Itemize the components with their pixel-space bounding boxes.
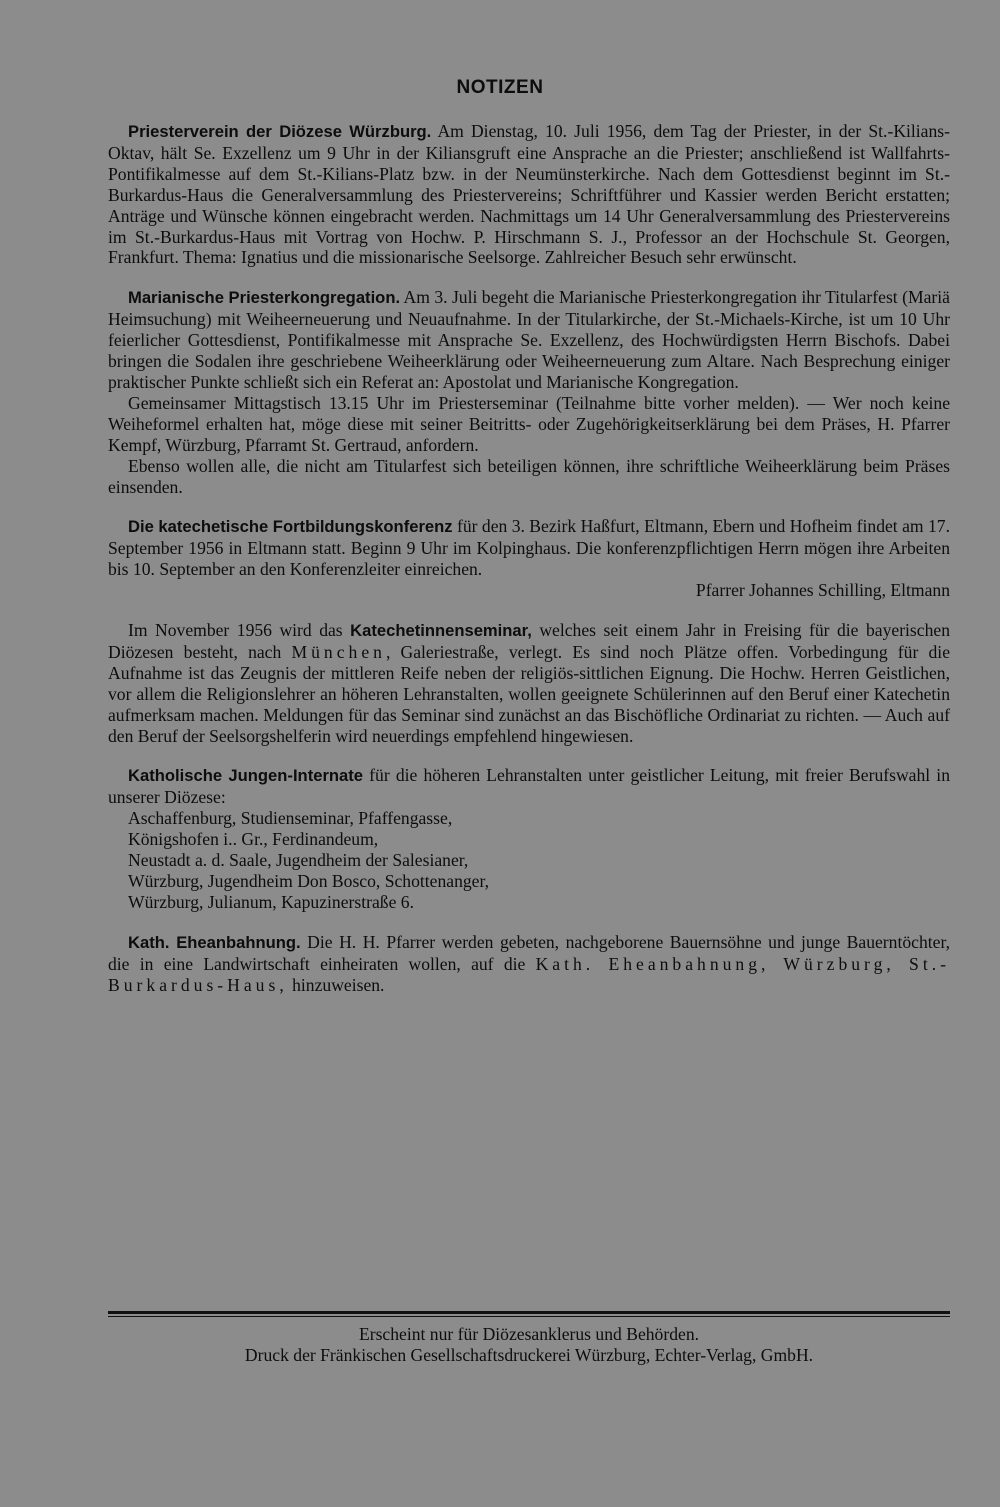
footer-line-distribution: Erscheint nur für Diözesanklerus und Behörden. xyxy=(358,1324,700,1344)
notice-lead: Kath. Eheanbahnung. xyxy=(128,932,301,952)
footer-line-printer: Druck der Fränkischen Gesellschaftsdruckerei Würzburg, Echter-Verlag, GmbH. xyxy=(244,1344,814,1365)
footer-rule-thin xyxy=(108,1316,950,1317)
notice-text: Im November 1956 wird das xyxy=(128,620,351,641)
notice-lead: Priesterverein der Diözese Würzburg. xyxy=(128,122,432,141)
notice-text: welches seit einem Jahr in Freising für die bayerischen Diözesen besteht, nach xyxy=(108,620,950,662)
list-item: Neustadt a. d. Saale, Jugendheim der Salesianer, xyxy=(128,850,469,871)
notice-text: für die höheren Lehranstalten unter geistlicher Leitung, mit freier Berufswahl in unserer Diözese: xyxy=(108,765,950,808)
notice-katechetinnenseminar xyxy=(108,620,950,746)
notice-lead: Die katechetische Fortbildungskonferenz xyxy=(128,517,453,537)
notice-eheanbahnung xyxy=(108,932,950,996)
notice-spaced-address: Kath. Eheanbahnung, Würzburg, St.-Burkardus-Haus, xyxy=(108,953,950,995)
page-heading: NOTIZEN xyxy=(456,77,544,98)
notice-text: hinzuweisen. xyxy=(287,974,385,995)
list-item: Würzburg, Jugendheim Don Bosco, Schottenanger, xyxy=(128,871,490,891)
notices-body xyxy=(108,121,950,1015)
footer xyxy=(108,1324,950,1366)
notice-paragraph: Gemeinsamer Mittagstisch 13.15 Uhr im Priesterseminar (Teilnahme bitte vorher melden). — Wer noch keine Weiheformel erhalten hat, möge diese mit seiner Beitritts- oder Zugehörigkeitserklärung bei dem Präses, H. Pfarrer Kempf, Würzburg, Pfarramt St. Gertraud, anfordern. xyxy=(108,392,950,455)
notice-city: München xyxy=(291,641,386,662)
notice-text: für den 3. Bezirk Haßfurt, Eltmann, Ebern und Hofheim findet am 17. September 1956 in Eltmann statt. Beginn 9 Uhr im Kolpinghaus. Die konferenzpflichtigen Herrn mögen ihre Arbeiten bis 10. September an den Konferenzleiter einreichen. xyxy=(108,516,950,580)
internate-list xyxy=(108,808,950,913)
notice-fortbildungskonferenz xyxy=(108,516,950,601)
notice-paragraph: Ebenso wollen alle, die nicht am Titularfest sich beteiligen können, ihre schriftliche Weiheerklärung beim Präses einsenden. xyxy=(108,455,950,497)
notice-lead: Katholische Jungen-Internate xyxy=(128,766,364,786)
notice-text: Am 3. Juli begeht die Marianische Priesterkongregation ihr Titularfest (Mariä Heimsuchung) mit Weiheerneuerung und Neuaufnahme. In der Titularkirche, der St.-Michaels-Kirche, ist um 10 Uhr feierlicher Gottesdienst, Pontifikalmesse mit Ansprache Se. Exzellenz, des Hochwürdigsten Herrn Bischofs. Dabei bringen die Sodalen ihre geschriebene Weiheerklärung oder Weiheerneuerung zum Altare. Nach Besprechung einiger praktischer Punkte schließt sich ein Referat an: Apostolat und Marianische Kongregation. xyxy=(108,287,950,392)
notice-lead: Marianische Priesterkongregation. xyxy=(128,288,401,308)
footer-rule-thick xyxy=(108,1311,950,1314)
notice-highlight: Katechetinnenseminar, xyxy=(350,621,532,641)
notice-text: Am Dienstag, 10. Juli 1956, dem Tag der Priester, in der St.-Kilians-Oktav, hält Se. Exzellenz um 9 Uhr in der Kiliansgruft eine Ansprache an die Priester; anschließend ist Wallfahrts-Pontifikalmesse auf dem St.-Kilians-Platz bzw. in der Neumünsterkirche. Nach dem Gottesdienst beginnt im St.-Burkardus-Haus die Generalversammlung des Priestervereins; Schriftführer und Kassier werden Bericht erstatten; Anträge und Wünsche können eingebracht werden. Nachmittags um 14 Uhr Generalversammlung des Priestervereins im St.-Burkardus-Haus mit Vortrag von Hochw. P. Hirschmann S. J., Professor an der Hochschule St. Georgen, Frankfurt. Thema: Ignatius und die missionarische Seelsorge. Zahlreicher Besuch sehr erwünscht. xyxy=(108,121,950,268)
list-item: Königshofen i.. Gr., Ferdinandeum, xyxy=(128,829,379,850)
list-item: Aschaffenburg, Studienseminar, Pfaffengasse, xyxy=(128,808,453,829)
list-item: Würzburg, Julianum, Kapuzinerstraße 6. xyxy=(128,891,414,912)
notice-priesterkongregation xyxy=(108,287,950,497)
notice-text: , Galeriestraße, verlegt. Es sind noch Plätze offen. Vorbedingung für die Aufnahme ist das Zeugnis der mittleren Reife neben der religiös-sittlichen Eignung. Die Hochw. Herren Geistlichen, vor allem die Religionslehrer an höheren Lehranstalten, wollen geeignete Schülerinnen auf den Beruf einer Katechetin aufmerksam machen. Meldungen für das Seminar sind zunächst an das Bischöfliche Ordinariat zu richten. — Auch auf den Beruf der Seelsorgshelferin wird neuerdings empfehlend hingewiesen. xyxy=(108,641,951,746)
notice-text: Die H. H. Pfarrer werden gebeten, nachgeborene Bauernsöhne und junge Bauerntöchter, die in eine Landwirtschaft einheiraten wollen, auf die xyxy=(108,931,950,974)
signature: Pfarrer Johannes Schilling, Eltmann xyxy=(695,580,950,601)
notice-jungen-internate xyxy=(108,765,950,912)
notice-priesterverein xyxy=(108,121,950,268)
